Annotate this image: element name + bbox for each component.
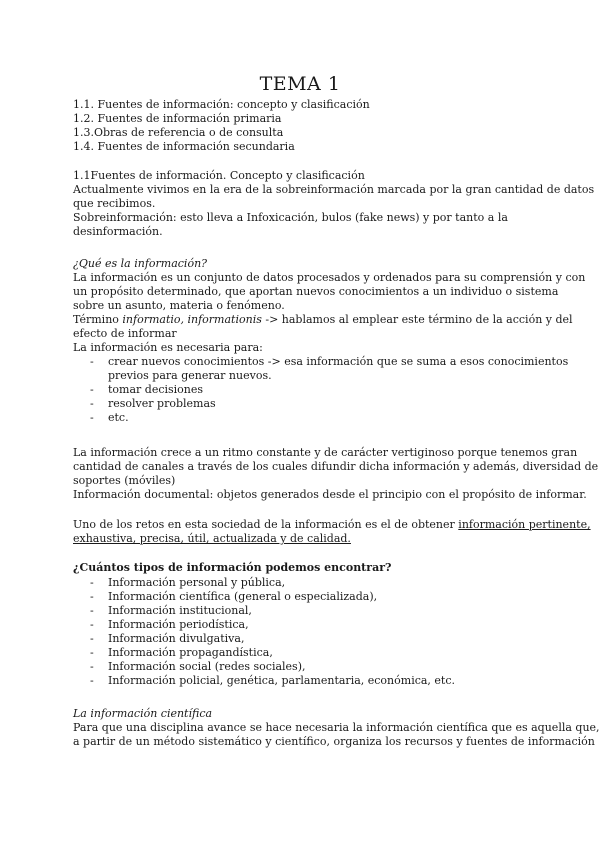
list-item <box>73 590 543 604</box>
paragraph-line: desinformación. <box>73 225 163 238</box>
list-item-text: Información divulgativa, <box>108 632 245 645</box>
challenge-prefix: Uno de los retos en esta sociedad de la información es el de obtener <box>73 518 459 531</box>
list-item-text: crear nuevos conocimientos -> esa información que se suma a esos conocimientos <box>108 355 569 368</box>
list-item <box>73 618 543 632</box>
dash-bullet: - <box>90 576 94 589</box>
paragraph-line: Sobreinformación: esto lleva a Infoxicación, bulos (fake news) y por tanto a la <box>73 211 508 224</box>
section-growth <box>73 446 599 502</box>
term-line <box>73 313 573 327</box>
section-challenges <box>73 518 591 546</box>
paragraph-line: que recibimos. <box>73 197 156 210</box>
section-heading: La información científica <box>73 707 213 720</box>
paragraph-line: un propósito determinado, que aportan nuevos conocimientos a un individuo o sistema <box>73 285 559 298</box>
paragraph-line: cantidad de canales a través de los cuales difundir dicha información y además, diversidad de <box>73 460 599 473</box>
list-item <box>73 604 543 618</box>
list-item <box>73 411 543 425</box>
toc-item: 1.4. Fuentes de información secundaria <box>73 140 295 153</box>
paragraph-line: La información es un conjunto de datos procesados y ordenados para su comprensión y con <box>73 271 586 284</box>
dash-bullet: - <box>90 646 94 659</box>
paragraph-line: sobre un asunto, materia o fenómeno. <box>73 299 285 312</box>
paragraph-line: efecto de informar <box>73 327 177 340</box>
challenge-underlined: información pertinente, <box>458 518 591 531</box>
list-item <box>73 646 543 660</box>
question-heading: ¿Qué es la información? <box>73 257 208 270</box>
term-prefix: Término <box>73 313 123 326</box>
paragraph-line: La información crece a un ritmo constante y de carácter vertiginoso porque tenemos gran <box>73 446 578 459</box>
term-latin: informatio, informationis <box>122 313 262 326</box>
list-item-text: tomar decisiones <box>108 383 204 396</box>
list-item-text: Información institucional, <box>108 604 252 617</box>
dash-bullet: - <box>90 383 94 396</box>
section-types <box>73 561 543 688</box>
list-item-text: Información propagandística, <box>108 646 273 659</box>
dash-bullet: - <box>90 660 94 673</box>
section-1-1 <box>73 169 595 239</box>
list-item-continuation: previos para generar nuevos. <box>108 369 272 382</box>
list-item <box>73 397 543 411</box>
table-of-contents <box>73 98 543 154</box>
list-item-text: resolver problemas <box>108 397 216 410</box>
list-item <box>73 576 543 590</box>
dash-bullet: - <box>90 632 94 645</box>
paragraph-line: Para que una disciplina avance se hace necesaria la información científica que es aquella que, <box>73 721 600 734</box>
dash-bullet: - <box>90 604 94 617</box>
list-item-text: Información policial, genética, parlamentaria, económica, etc. <box>108 674 456 687</box>
section-heading: ¿Cuántos tipos de información podemos encontrar? <box>73 561 392 574</box>
list-item-text: Información social (redes sociales), <box>108 660 306 673</box>
section-heading: 1.1Fuentes de información. Concepto y clasificación <box>73 169 365 182</box>
paragraph-line: soportes (móviles) <box>73 474 176 487</box>
paragraph-line: Actualmente vivimos en la era de la sobreinformación marcada por la gran cantidad de datos <box>73 183 595 196</box>
dash-bullet: - <box>90 355 94 368</box>
section-what-is-information <box>73 257 586 425</box>
dash-bullet: - <box>90 674 94 687</box>
list-item-text: Información científica (general o especializada), <box>108 590 378 603</box>
section-scientific <box>73 707 600 749</box>
dash-bullet: - <box>90 618 94 631</box>
toc-item: 1.3.Obras de referencia o de consulta <box>73 126 284 139</box>
list-item-text: Información periodística, <box>108 618 249 631</box>
paragraph-line: La información es necesaria para: <box>73 341 263 354</box>
paragraph-line: a partir de un método sistemático y científico, organiza los recursos y fuentes de información <box>73 735 595 748</box>
dash-bullet: - <box>90 590 94 603</box>
dash-bullet: - <box>90 397 94 410</box>
list-item-text: etc. <box>108 411 129 424</box>
challenge-underlined-line: exhaustiva, precisa, útil, actualizada y de calidad. <box>73 532 351 545</box>
list-item <box>73 355 569 369</box>
toc-item: 1.1. Fuentes de información: concepto y clasificación <box>73 98 370 111</box>
list-item <box>73 632 543 646</box>
paragraph-line <box>73 518 591 532</box>
list-item <box>73 660 543 674</box>
dash-bullet: - <box>90 411 94 424</box>
term-suffix: -> hablamos al emplear este término de la acción y del <box>261 313 573 326</box>
toc-item: 1.2. Fuentes de información primaria <box>73 112 282 125</box>
list-item-text: Información personal y pública, <box>108 576 286 589</box>
list-item <box>73 674 543 688</box>
page-title: TEMA 1 <box>259 73 341 95</box>
paragraph-line: Información documental: objetos generados desde el principio con el propósito de informar. <box>73 488 587 501</box>
list-item <box>73 383 543 397</box>
